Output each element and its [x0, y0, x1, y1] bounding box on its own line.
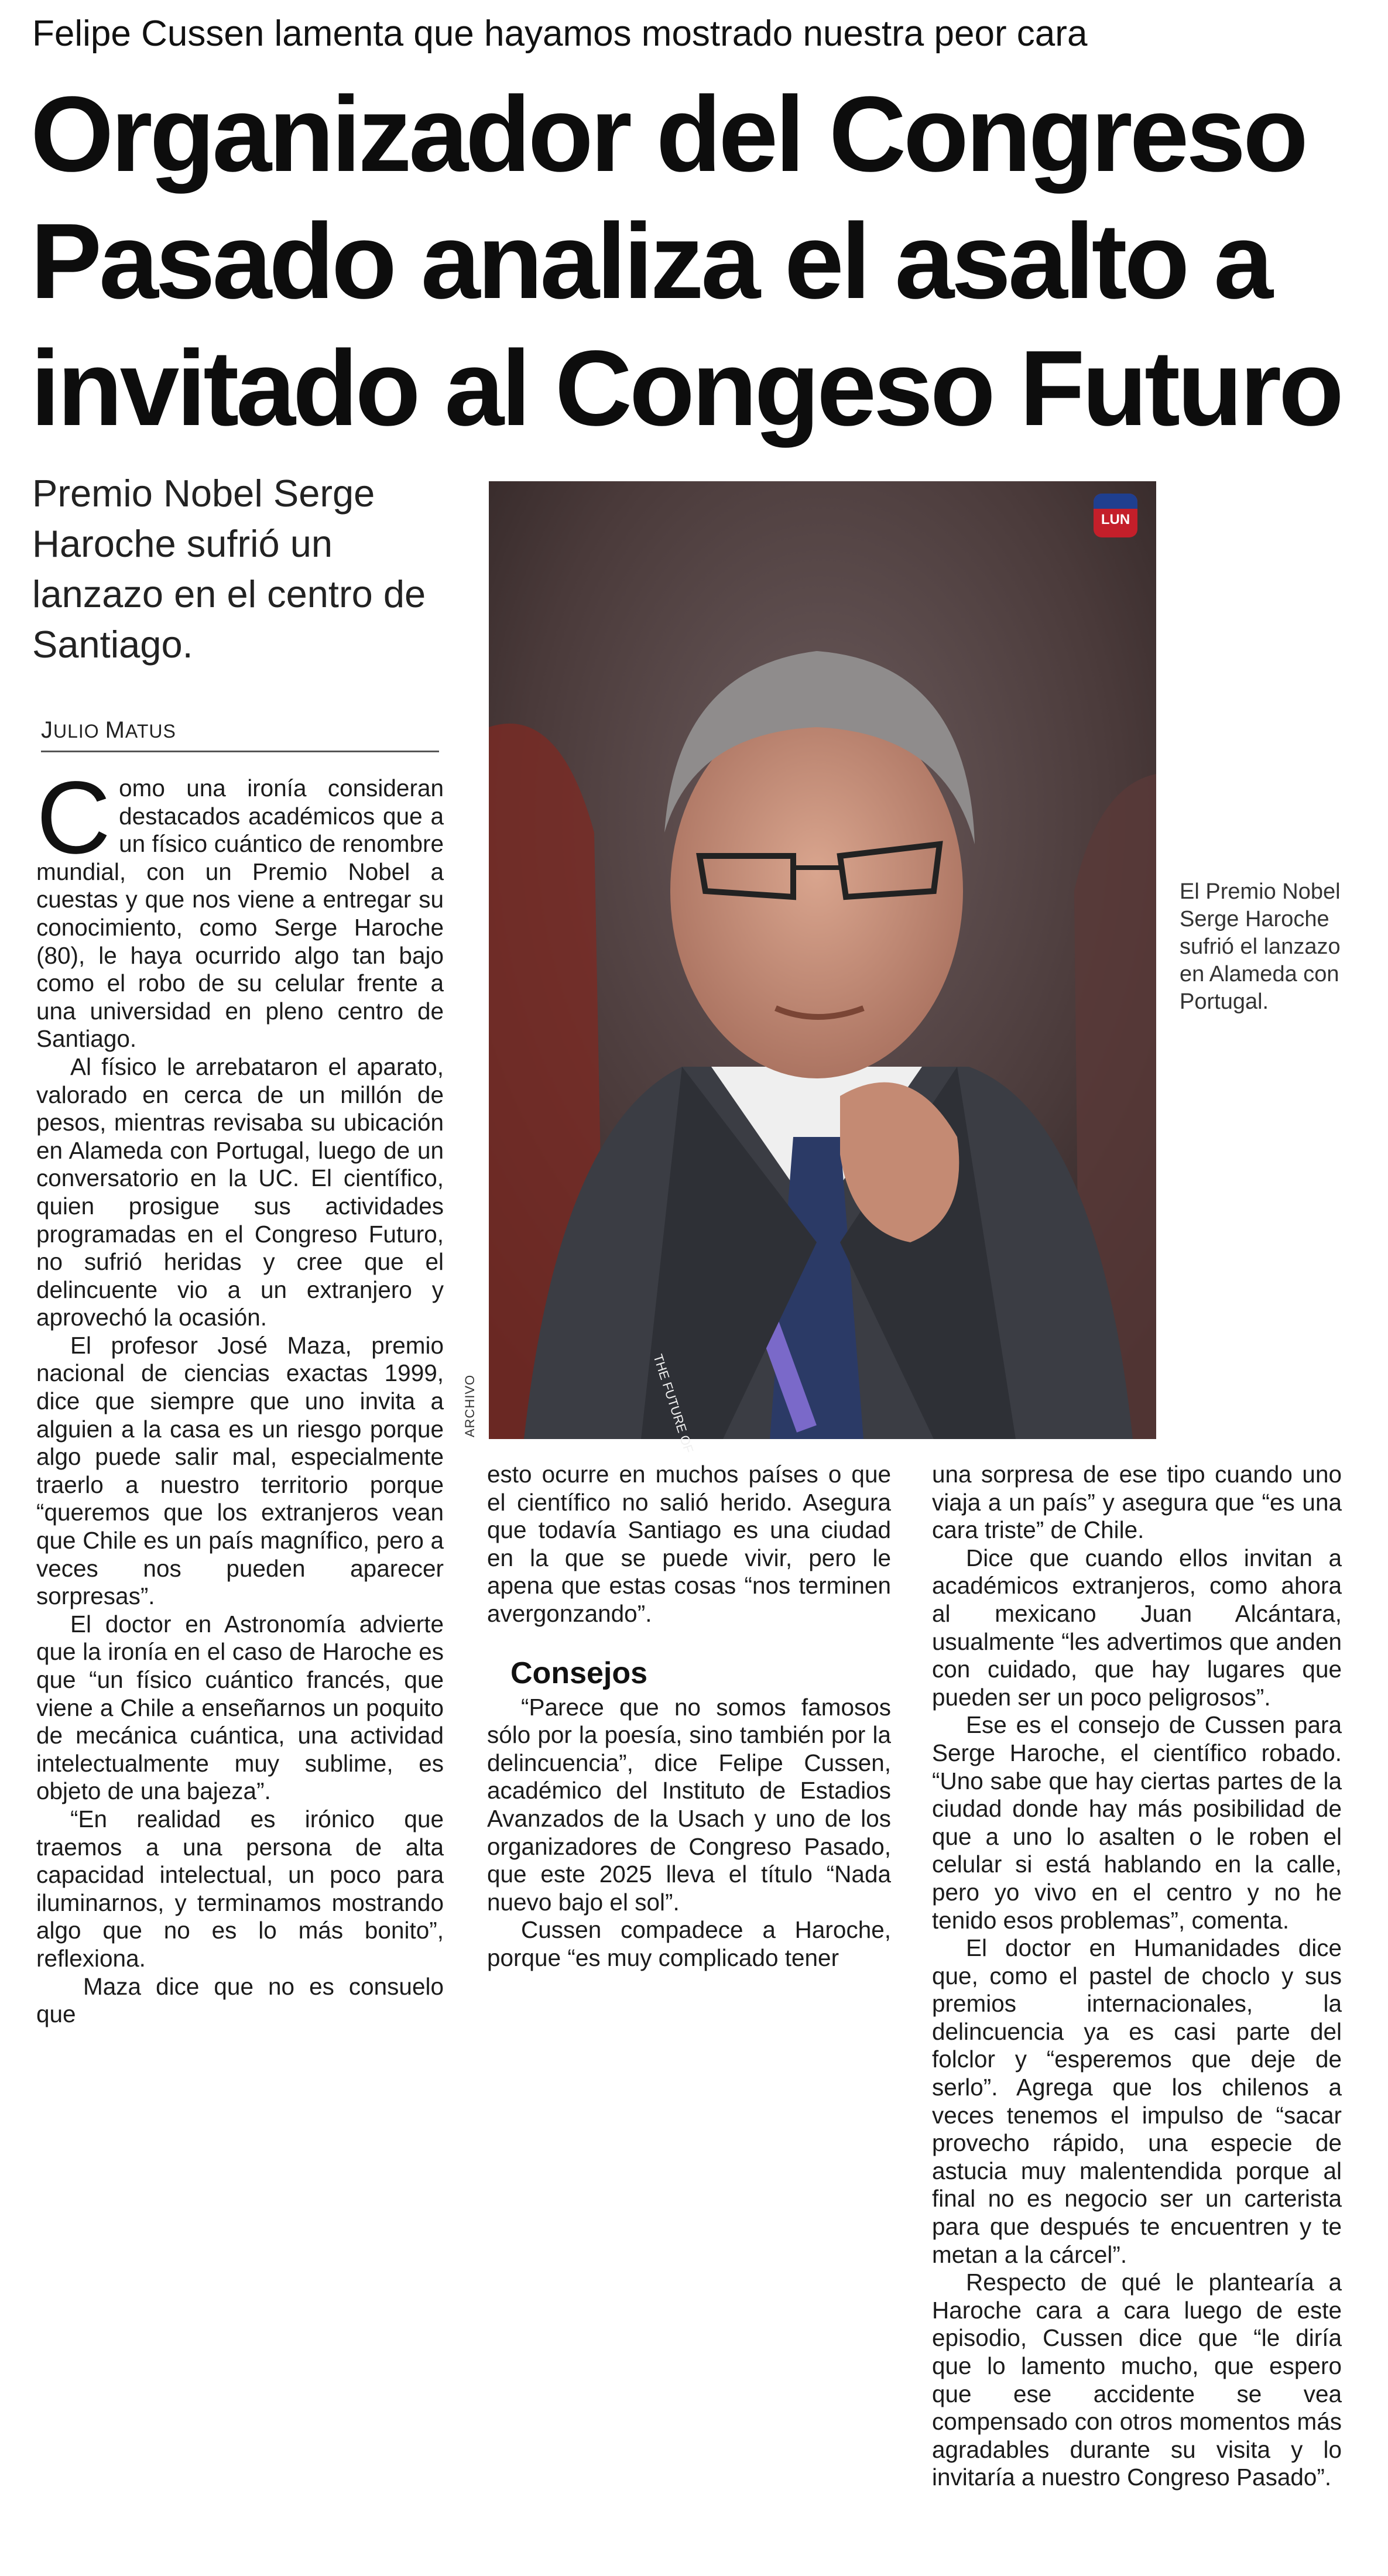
- article-paragraph-7: esto ocurre en muchos países o que el científico no salió herido. Asegura que todavía Santiago es una ciudad en la que se puede vivir, pero le apena que estas cosas “nos terminen avergonzando”.: [487, 1461, 891, 1627]
- lanyard-text: THE FUTURE OF: [650, 1352, 697, 1455]
- headline-line-2: Pasado analiza el asalto a: [30, 201, 1270, 321]
- subhead-consejos: Consejos: [510, 1656, 648, 1690]
- headline: [30, 70, 1371, 451]
- article-paragraph-14: Respecto de qué le plantearía a Haroche cara a cara luego de este episodio, Cussen dice que “le diría que lo lamento mucho, que espero que ese accidente se vea compensado con otros momentos más agradables durante su visita y lo invitaría a nuestro Congreso Pasado”.: [932, 2269, 1342, 2491]
- article-column-1: [36, 761, 444, 2029]
- deck: Premio Nobel Serge Haroche sufrió un lanzazo en el centro de Santiago.: [32, 472, 426, 666]
- byline: [41, 717, 439, 752]
- byline-first-rest: ULIO: [53, 721, 100, 742]
- article-paragraph-13: El doctor en Humanidades dice que, como el pastel de choclo y sus premios internacionales, la delincuencia ya es casi parte del folclor y “esperemos que deje de serlo”. Agrega que los chilenos a veces tenemos el impulso de “sacar provecho rápido, una especie de astucia muy malentendida porque al final no es negocio ser un carterista para que después te encuentren y te metan a la cárcel”.: [932, 1934, 1342, 2268]
- article-paragraph-10: una sorpresa de ese tipo cuando uno viaja a un país” y asegura que “es una cara triste” de Chile.: [932, 1461, 1342, 1544]
- photo-caption: El Premio Nobel Serge Haroche sufrió el lanzazo en Alameda con Portugal.: [1180, 879, 1341, 1014]
- article-paragraph-4: El doctor en Astronomía advierte que la ironía en el caso de Haroche es que “un físico cuántico francés, que viene a Chile a enseñarnos un poquito de mecánica cuántica, una actividad intelectualmente muy sublime, es objeto de una bajeza”.: [36, 1610, 444, 1805]
- article-paragraph-5: “En realidad es irónico que traemos a una persona de alta capacidad intelectual, un poco para iluminarnos, y terminamos mostrando algo que no es lo más bonito”, reflexiona.: [36, 1805, 444, 1972]
- byline-last-rest: ATUS: [125, 721, 176, 742]
- article-column-3: [932, 1461, 1342, 2492]
- photo-portrait: [489, 481, 1156, 1439]
- photo: [489, 481, 1156, 1439]
- article-paragraph-11: Dice que cuando ellos invitan a académicos extranjeros, como ahora al mexicano Juan Alcántara, usualmente “les advertimos que anden con cuidado, que hay lugares que pueden ser un poco peligrosos”.: [932, 1544, 1342, 1711]
- lun-logo-text: LUN: [1101, 512, 1130, 527]
- byline-last-initial: M: [105, 717, 125, 743]
- kicker: Felipe Cussen lamenta que hayamos mostrado nuestra peor cara: [32, 13, 1088, 54]
- headline-line-1: Organizador del Congreso: [30, 74, 1305, 194]
- article-paragraph-1-text: omo una ironía consideran destacados académicos que a un físico cuántico de renombre mundial, con un Premio Nobel a cuestas y que nos viene a entregar su conocimiento, como Serge Haroche (80), le haya ocurrido algo tan bajo como el robo de su celular frente a una universidad en pleno centro de Santiago.: [36, 775, 444, 1053]
- article-paragraph-3: El profesor José Maza, premio nacional de ciencias exactas 1999, dice que siempre que uno invita a alguien a la casa es un riesgo porque algo puede salir mal, especialmente traerlo a nuestro territorio porque “queremos que los extranjeros vean que Chile es un país magnífico, pero a veces nos pueden aparecer sorpresas”.: [36, 1331, 444, 1610]
- article-paragraph-8: “Parece que no somos famosos sólo por la poesía, sino también por la delincuencia”, dice Felipe Cussen, académico del Instituto de Estadios Avanzados de la Usach y uno de los organizadores de Congreso Pasado, que este 2025 lleva el título “Nada nuevo bajo el sol”.: [487, 1693, 891, 1916]
- article-paragraph-2: Al físico le arrebataron el aparato, valorado en cerca de un millón de pesos, mientras revisaba su ubicación en Alameda con Portugal, luego de un conversatorio en la UC. El científico, quien prosigue sus actividades programadas en el Congreso Futuro, no sufrió heridas y cree que el delincuente vio a un extranjero y aprovechó la ocasión.: [36, 1053, 444, 1331]
- lun-logo-stripe: [1094, 494, 1137, 509]
- lun-logo: [1094, 494, 1137, 537]
- article-paragraph-1: [36, 761, 444, 1053]
- article-column-2: [487, 1461, 891, 1972]
- byline-first-initial: J: [41, 717, 53, 743]
- article-paragraph-6: Maza dice que no es consuelo que: [36, 1972, 444, 2028]
- photo-credit: ARCHIVO: [462, 1374, 477, 1437]
- article-paragraph-12: Ese es el consejo de Cussen para Serge Haroche, el científico robado. “Uno sabe que hay ciertas partes de la ciudad donde hay más posibilidad de que a uno lo asalten o le roben el celular si está hablando en la calle, pero yo vivo en el centro y no he tenido esos problemas”, comenta.: [932, 1711, 1342, 1934]
- article-paragraph-9: Cussen compadece a Haroche, porque “es muy complicado tener: [487, 1916, 891, 1971]
- headline-line-3: invitado al Congeso Futuro: [30, 328, 1341, 448]
- drop-cap: C: [36, 761, 111, 875]
